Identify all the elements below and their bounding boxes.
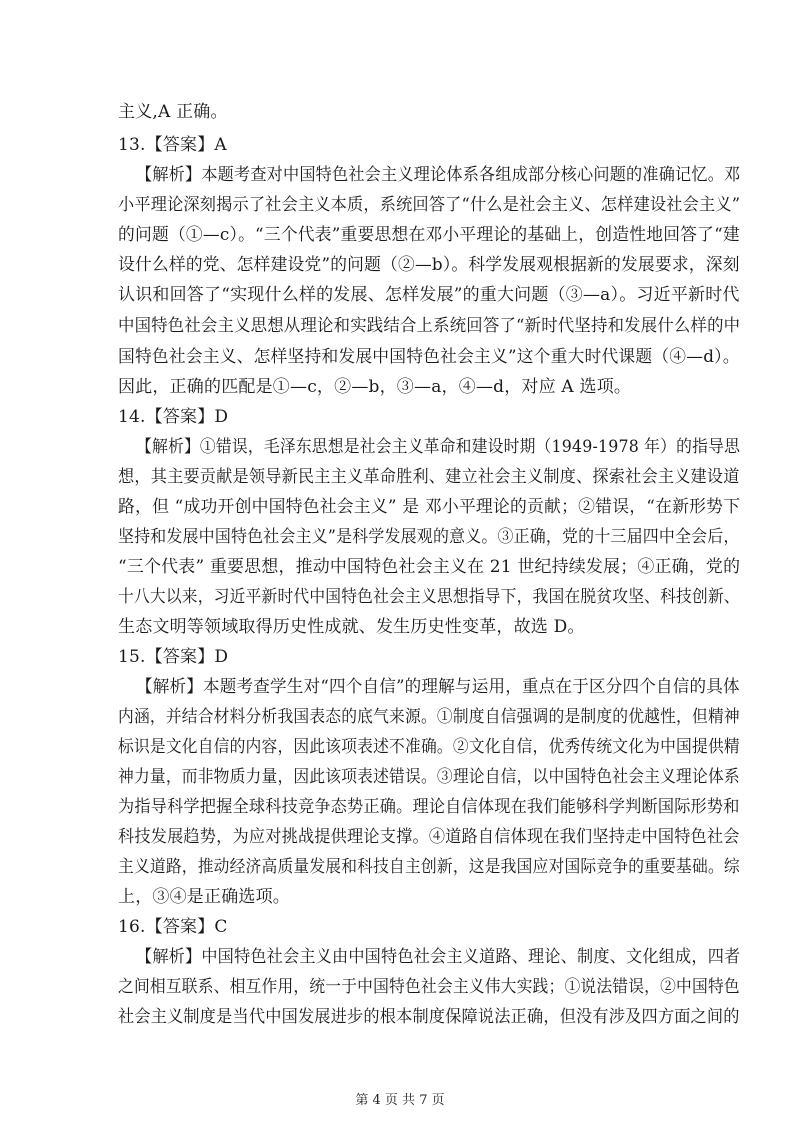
text-line: 主义道路，推动经济高质量发展和科技自主创新，这是我国应对国际竞争的重要基础。综 [118,857,740,877]
text-line: 路，但 “成功开创中国特色社会主义” 是 邓小平理论的贡献；②错误，“在新形势下 [118,497,741,517]
text-line: 小平理论深刻揭示了社会主义本质，系统回答了“什么是社会主义、怎样建设社会主义” [118,195,741,215]
analysis-paragraph-15: 【解析】本题考查学生对“四个自信”的理解与运用，重点在于区分四个自信的具体 [136,677,740,697]
answer-heading-14: 14.【答案】D [118,407,229,427]
page-number-footer: 第 4 页 共 7 页 [355,1093,445,1108]
text-line: 国特色社会主义、怎样坚持和发展中国特色社会主义”这个重大时代课题（④—d）。 [118,347,740,367]
text-line: “三个代表” 重要思想，推动中国特色社会主义在 21 世纪持续发展；④正确，党的 [118,557,741,577]
text-line: 内涵，并结合材料分析我国表态的底气来源。①制度自信强调的是制度的优越性，但精神 [118,707,740,727]
text-line: 生态文明等领域取得历史性成就、发生历史性变革，故选 D。 [118,617,585,637]
text-line: 坚持和发展中国特色社会主义”是科学发展观的意义。③正确，党的十三届四中全会后， [118,527,740,547]
analysis-paragraph-14: 【解析】①错误，毛泽东思想是社会主义革命和建设时期（1949-1978 年）的指导思 [136,437,741,457]
text-line: 因此，正确的匹配是①—c，②—b，③—a，④—d，对应 A 选项。 [118,377,632,397]
text-line: 之间相互联系、相互作用，统一于中国特色社会主义伟大实践；①说法错误，②中国特色 [118,977,740,997]
answer-heading-13: 13.【答案】A [118,135,227,155]
text-line: 想，其主要贡献是领导新民主主义革命胜利、建立社会主义制度、探索社会主义建设道 [118,467,740,487]
analysis-paragraph-13: 【解析】本题考查对中国特色社会主义理论体系各组成部分核心问题的准确记忆。邓 [136,165,741,185]
text-line: 神力量，而非物质力量，因此该项表述错误。③理论自信，以中国特色社会主义理论体系 [118,767,740,787]
text-line: 的问题（①—c）。“三个代表”重要思想在邓小平理论的基础上，创造性地回答了“建 [118,225,740,245]
analysis-paragraph-16: 【解析】中国特色社会主义由中国特色社会主义道路、理论、制度、文化组成，四者 [136,947,741,967]
text-line: 认识和回答了“实现什么样的发展、怎样发展”的重大问题（③—a）。习近平新时代 [118,285,740,305]
text-line: 设什么样的党、怎样建设党”的问题（②—b）。科学发展观根据新的发展要求，深刻 [118,255,740,275]
text-line: 为指导科学把握全球科技竞争态势正确。理论自信体现在我们能够科学判断国际形势和 [118,797,740,817]
answer-heading-15: 15.【答案】D [118,647,229,667]
text-line: 主义,A 正确。 [118,102,228,122]
answer-heading-16: 16.【答案】C [118,917,228,937]
text-line: 标识是文化自信的内容，因此该项表述不准确。②文化自信，优秀传统文化为中国提供精 [118,737,740,757]
text-line: 中国特色社会主义思想从理论和实践结合上系统回答了“新时代坚持和发展什么样的中 [118,316,741,336]
text-line: 社会主义制度是当代中国发展进步的根本制度保障说法正确，但没有涉及四方面之间的 [118,1007,740,1027]
text-line: 上，③④是正确选项。 [118,887,290,907]
text-line: 科技发展趋势，为应对挑战提供理论支撑。④道路自信体现在我们坚持走中国特色社会 [118,827,740,847]
text-line: 十八大以来，习近平新时代中国特色社会主义思想指导下，我国在脱贫攻坚、科技创新、 [118,587,740,607]
